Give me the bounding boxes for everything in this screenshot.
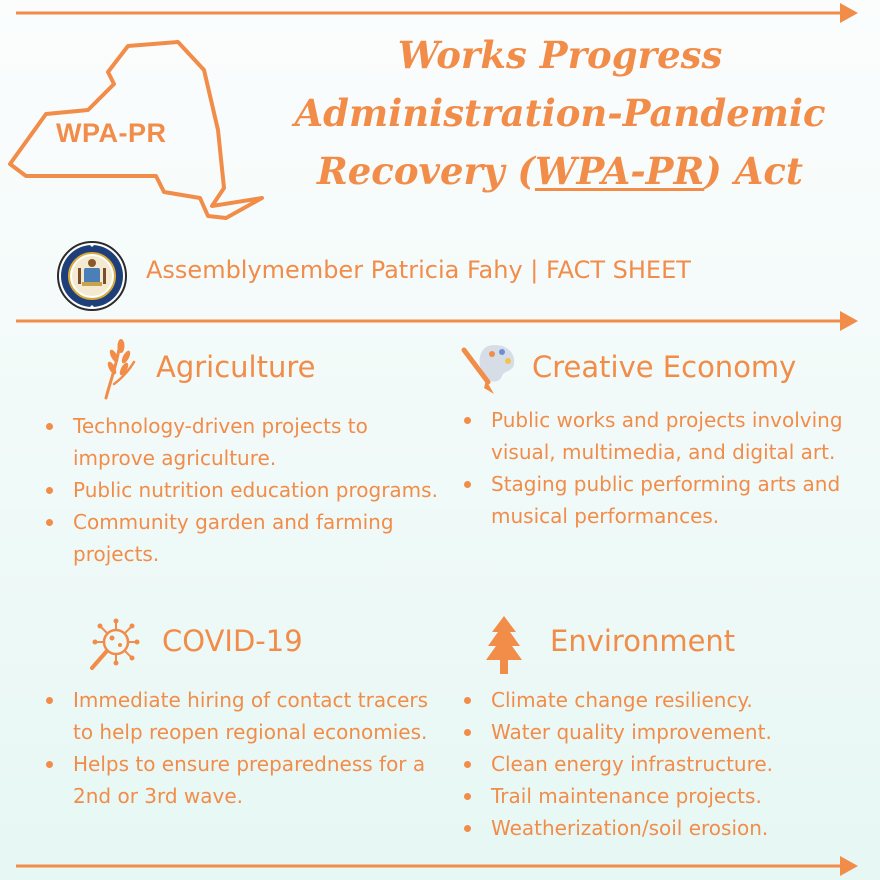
section-heading-agriculture: Agriculture: [156, 350, 316, 384]
page-title: [270, 26, 850, 200]
list-item: Immediate hiring of contact tracers to help reopen regional economies.: [42, 684, 442, 748]
list-item: Public nutrition education programs.: [42, 474, 442, 506]
title-line-3: [270, 142, 850, 200]
list-item: Climate change resiliency.: [460, 684, 855, 716]
title-line-3-post: ) Act: [704, 149, 803, 193]
wpa-pr-badge-label: WPA-PR: [56, 118, 167, 148]
list-item: Public works and projects involving visual, multimedia, and digital art.: [460, 404, 845, 468]
covid-19-list: [42, 684, 442, 812]
list-item: Helps to ensure preparedness for a 2nd or 3rd wave.: [42, 748, 442, 812]
list-item: Clean energy infrastructure.: [460, 748, 855, 780]
environment-list: [460, 684, 855, 844]
list-item: Technology-driven projects to improve agriculture.: [42, 410, 442, 474]
virus-magnifier-icon: [86, 618, 142, 674]
list-item: Weatherization/soil erosion.: [460, 812, 855, 844]
list-item: Staging public performing arts and musical performances.: [460, 468, 845, 532]
section-heading-environment: Environment: [550, 624, 736, 658]
list-item: Water quality improvement.: [460, 716, 855, 748]
agriculture-list: [42, 410, 442, 570]
title-line-3-pre: Recovery (: [317, 149, 535, 193]
subtitle-fact-sheet: Assemblymember Patricia Fahy | FACT SHEET: [146, 256, 691, 284]
creative-economy-list: [460, 404, 845, 532]
assembly-seal-icon: [56, 240, 128, 312]
palette-brush-icon: [458, 342, 520, 398]
middle-arrow-divider: [16, 309, 858, 333]
title-line-1: Works Progress: [397, 33, 723, 77]
title-line-2: Administration-Pandemic: [294, 91, 826, 135]
list-item: Community garden and farming projects.: [42, 506, 442, 570]
title-acronym: WPA-PR: [534, 149, 705, 193]
tree-icon: [486, 614, 522, 676]
section-heading-creative-economy: Creative Economy: [532, 350, 797, 384]
section-heading-covid-19: COVID-19: [162, 624, 303, 658]
top-arrow-divider: [16, 1, 858, 25]
bottom-arrow-divider: [16, 854, 858, 878]
wheat-icon: [96, 338, 140, 400]
list-item: Trail maintenance projects.: [460, 780, 855, 812]
